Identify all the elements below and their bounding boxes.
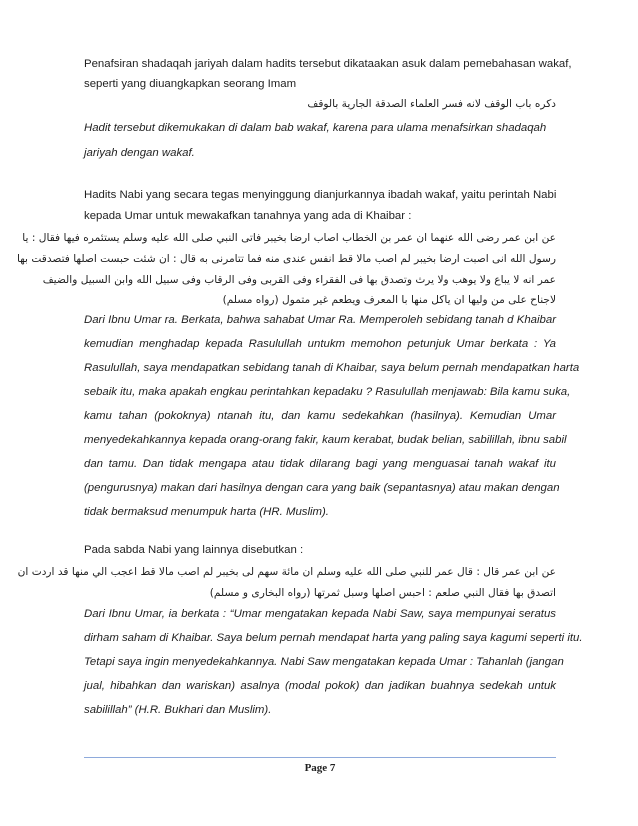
arabic-text-line: عن ابن عمر قال : قال عمر للنبي صلى الله عليه وسلم ان مائة سهم لى بخيبر لم اصب مالا قط اعجب الي منها قد اردت ان [17, 566, 556, 578]
translation-line: Tetapi saya ingin menyedekahkannya. Nabi Saw mengatakan kepada Umar : Tahanlah (jangan [84, 656, 564, 668]
translation-line: jariyah dengan wakaf. [84, 147, 195, 159]
arabic-text-line: اتصدق بها فقال النبي صلعم : احبس اصلها وسبل ثمرتها (رواه البخارى و مسلم) [209, 587, 556, 599]
arabic-text-line: عن ابن عمر رضى الله عنهما ان عمر بن الخطاب اصاب ارضا بخيبر فاتى النبي صلى الله عليه وسلم يستئمره فيها فقال : يا [22, 232, 556, 244]
translation-line: (pengurusnya) makan dari hasilnya dengan cara yang baik (sepantasnya) atau makan dengan [84, 482, 560, 494]
paragraph-line: Hadits Nabi yang secara tegas menyinggung dianjurkannya ibadah wakaf, yaitu perintah Nabi [84, 189, 557, 201]
paragraph-line: Pada sabda Nabi yang lainnya disebutkan : [84, 544, 304, 556]
paragraph-line: seperti yang diuangkapkan seorang Imam [84, 78, 297, 90]
arabic-text-line: دكره باب الوقف لانه فسر العلماء الصدقة الجارية بالوقف [307, 98, 556, 110]
translation-line: dan tamu. Dan tidak mengapa atau tidak dilarang bagi yang menguasai tanah wakaf itu [84, 458, 556, 470]
translation-line: kemudian menghadap kepada Rasulullah untukm memohon petunjuk Umar berkata : Ya [84, 338, 556, 350]
translation-line: sabilillah” (H.R. Bukhari dan Muslim). [84, 704, 272, 716]
translation-line: dirham saham di Khaibar. Saya belum pernah mendapat harta yang paling saya kagumi seperti itu. [84, 632, 583, 644]
paragraph-line: Penafsiran shadaqah jariyah dalam hadits tersebut dikataakan asuk dalam pemebahasan wakaf, [84, 58, 572, 70]
translation-line: jual, hibahkan dan wariskan) asalnya (modal pokok) dan jadikan buahnya sedekah untuk [84, 680, 556, 692]
paragraph-line: kepada Umar untuk mewakafkan tanahnya yang ada di Khaibar : [84, 210, 412, 222]
translation-line: kamu tahan (pokoknya) ntanah itu, dan kamu sedekahkan (hasilnya). Kemudian Umar [84, 410, 556, 422]
footer-divider [84, 757, 556, 758]
translation-line: Dari Ibnu Umar, ia berkata : “Umar mengatakan kepada Nabi Saw, saya mempunyai seratus [84, 608, 556, 620]
translation-line: sebaik itu, maka apakah engkau perintahkan kepadaku ? Rasulullah menjawab: Bila kamu suka, [84, 386, 571, 398]
translation-line: Rasulullah, saya mendapatkan sebidang tanah di Khaibar, saya belum pernah mendapatkan harta [84, 362, 580, 374]
translation-line: tidak bermaksud menumpuk harta (HR. Muslim). [84, 506, 329, 518]
translation-line: Hadit tersebut dikemukakan di dalam bab wakaf, karena para ulama menafsirkan shadaqah [84, 122, 547, 134]
arabic-text-line: لاجناح على من وليها ان ياكل منها با المعرف ويطعم غير متمول (رواه مسلم) [222, 294, 556, 306]
page-number: Page 7 [304, 762, 336, 774]
arabic-text-line: عمر انه لا يباع ولا يوهب ولا يرث وتصدق بها فى الفقراء وفى القربى وفى الرقاب وفى سبيل الله وابن السبيل والضيف [42, 274, 556, 286]
translation-line: Dari Ibnu Umar ra. Berkata, bahwa sahabat Umar Ra. Memperoleh sebidang tanah d Khaibar [84, 314, 556, 326]
translation-line: menyedekahkannya kepada orang-orang fakir, kaum kerabat, budak belian, sabilillah, ibnu sabil [84, 434, 567, 446]
arabic-text-line: رسول الله انى اصبت ارضا بخيبر لم اصب مالا قط انفس عندى منه فما تتامرنى به قال : ان شئت حبست اصلها فتصدقت بها [16, 253, 556, 265]
